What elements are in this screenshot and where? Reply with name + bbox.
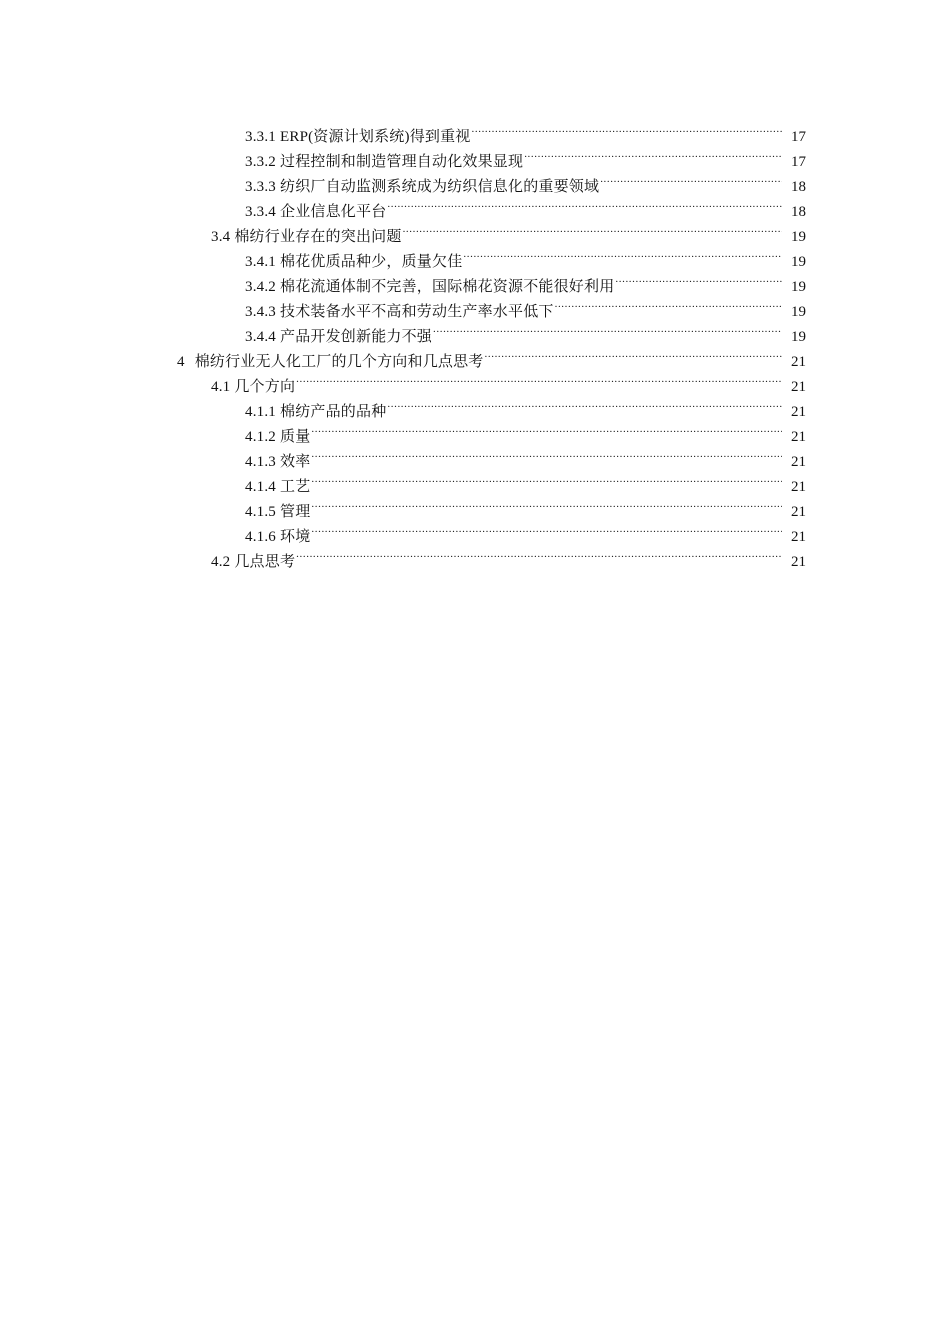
toc-number: 3.4.3 — [245, 304, 276, 320]
toc-title: 环境 — [280, 529, 311, 545]
toc-leader-dots — [615, 266, 782, 291]
toc-title: 棉纺行业无人化工厂的几个方向和几点思考 — [194, 354, 484, 370]
toc-title: 质量 — [280, 429, 311, 445]
toc-number: 3.4.4 — [245, 329, 276, 345]
toc-number: 4.1.2 — [245, 429, 276, 445]
toc-leader-dots — [433, 316, 782, 341]
toc-leader-dots — [524, 141, 782, 166]
toc-page-number: 19 — [791, 329, 806, 345]
toc-leader-dots — [463, 241, 782, 266]
toc-leader-dots — [555, 291, 782, 316]
toc-leader-dots — [485, 341, 782, 366]
toc-leader-dots — [403, 216, 782, 241]
toc-title: 纺织厂自动监测系统成为纺织信息化的重要领域 — [280, 179, 600, 195]
toc-entry-3-4-3[interactable] — [0, 291, 950, 320]
toc-number: 3.3.3 — [245, 179, 276, 195]
toc-page-number: 21 — [791, 504, 806, 520]
toc-page-number: 21 — [791, 404, 806, 420]
toc-number: 4.1.6 — [245, 529, 276, 545]
toc-leader-dots — [387, 391, 782, 416]
toc-page-number: 21 — [791, 429, 806, 445]
toc-title: ERP(资源计划系统)得到重视 — [280, 129, 471, 145]
toc-leader-dots — [600, 166, 782, 191]
toc-leader-dots — [311, 441, 782, 466]
toc-title: 效率 — [280, 454, 311, 470]
toc-entry-3-3-4[interactable] — [0, 191, 950, 220]
toc-number: 4 — [177, 354, 185, 370]
toc-entry-4-1-2[interactable] — [0, 416, 950, 445]
toc-page-number: 19 — [791, 229, 806, 245]
toc-page-number: 21 — [791, 379, 806, 395]
toc-page-number: 17 — [791, 154, 806, 170]
toc-leader-dots — [311, 416, 782, 441]
toc-page-number: 21 — [791, 554, 806, 570]
toc-page-number: 21 — [791, 529, 806, 545]
toc-entry-3-4-4[interactable] — [0, 316, 950, 345]
toc-leader-dots — [472, 116, 782, 141]
toc-leader-dots — [311, 466, 782, 491]
toc-title: 工艺 — [280, 479, 311, 495]
toc-page-number: 21 — [791, 454, 806, 470]
toc-number: 4.1 — [211, 379, 231, 395]
toc-title: 过程控制和制造管理自动化效果显现 — [280, 154, 524, 170]
toc-number: 3.4.1 — [245, 254, 276, 270]
toc-entry-4-1[interactable] — [0, 366, 950, 395]
toc-title: 棉花流通体制不完善，国际棉花资源不能很好利用 — [280, 279, 615, 295]
toc-title: 企业信息化平台 — [280, 204, 387, 220]
toc-number: 4.1.3 — [245, 454, 276, 470]
toc-title: 几点思考 — [234, 554, 296, 570]
toc-number: 4.2 — [211, 554, 231, 570]
toc-number: 3.3.4 — [245, 204, 276, 220]
toc-entry-3-3-3[interactable] — [0, 166, 950, 195]
toc-entry-4-1-1[interactable] — [0, 391, 950, 420]
toc-number: 4.1.1 — [245, 404, 276, 420]
toc-page-number: 18 — [791, 179, 806, 195]
toc-leader-dots — [311, 516, 782, 541]
toc-entry-3-3-2[interactable] — [0, 141, 950, 170]
toc-number: 3.3.1 — [245, 129, 276, 145]
toc-entry-4-1-4[interactable] — [0, 466, 950, 495]
toc-page-number: 21 — [791, 354, 806, 370]
toc-number: 3.4.2 — [245, 279, 276, 295]
toc-entry-3-3-1[interactable] — [0, 116, 950, 145]
table-of-contents — [0, 116, 950, 570]
toc-leader-dots — [311, 491, 782, 516]
toc-entry-3-4-2[interactable] — [0, 266, 950, 295]
toc-page-number: 19 — [791, 254, 806, 270]
toc-number: 4.1.5 — [245, 504, 276, 520]
toc-entry-4-1-3[interactable] — [0, 441, 950, 470]
toc-page-number: 21 — [791, 479, 806, 495]
toc-title: 管理 — [280, 504, 311, 520]
toc-entry-4-1-6[interactable] — [0, 516, 950, 545]
toc-page-number: 18 — [791, 204, 806, 220]
toc-title: 棉纺产品的品种 — [280, 404, 387, 420]
toc-leader-dots — [296, 541, 782, 566]
toc-entry-3-4[interactable] — [0, 216, 950, 245]
toc-title: 产品开发创新能力不强 — [280, 329, 433, 345]
toc-leader-dots — [387, 191, 782, 216]
toc-leader-dots — [296, 366, 782, 391]
toc-number: 4.1.4 — [245, 479, 276, 495]
toc-title: 棉纺行业存在的突出问题 — [234, 229, 402, 245]
toc-entry-4-1-5[interactable] — [0, 491, 950, 520]
toc-page-number: 19 — [791, 304, 806, 320]
toc-entry-4[interactable] — [0, 341, 950, 370]
toc-entry-3-4-1[interactable] — [0, 241, 950, 270]
toc-entry-4-2[interactable] — [0, 541, 950, 570]
toc-title: 技术装备水平不高和劳动生产率水平低下 — [280, 304, 554, 320]
toc-title: 几个方向 — [234, 379, 296, 395]
toc-number: 3.3.2 — [245, 154, 276, 170]
toc-page-number: 17 — [791, 129, 806, 145]
toc-page-number: 19 — [791, 279, 806, 295]
toc-title: 棉花优质品种少，质量欠佳 — [280, 254, 463, 270]
toc-number: 3.4 — [211, 229, 231, 245]
